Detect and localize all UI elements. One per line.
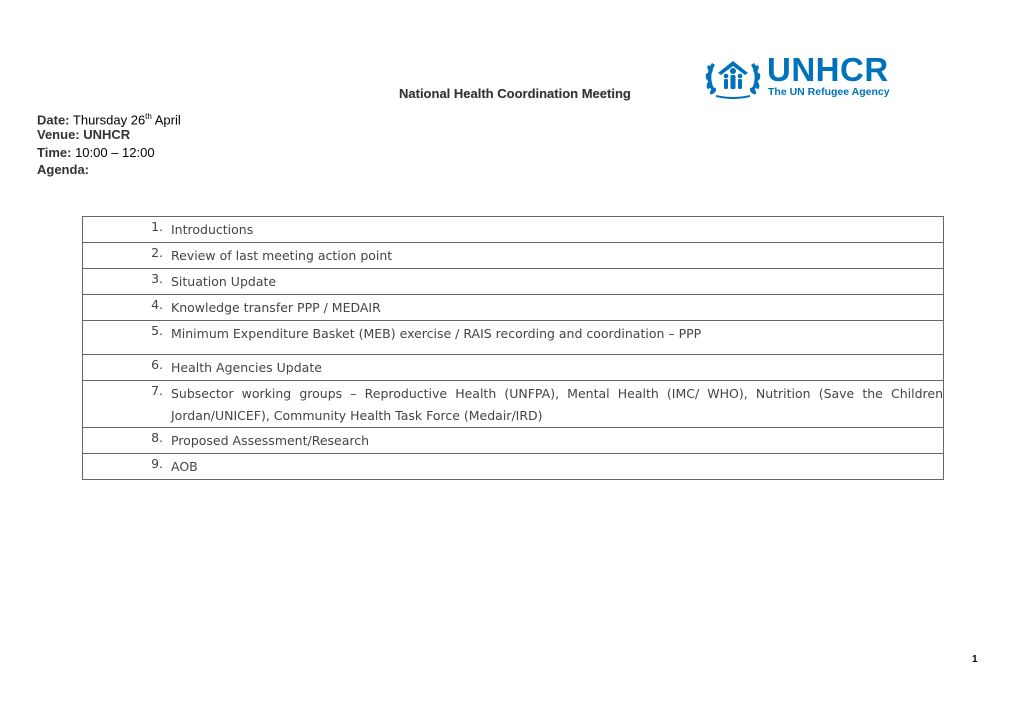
venue-label: Venue: xyxy=(37,127,80,142)
table-row xyxy=(83,295,944,321)
agenda-number: 7. xyxy=(151,383,163,398)
agenda-number: 1. xyxy=(151,219,163,234)
table-row xyxy=(83,355,944,381)
agenda-number: 3. xyxy=(151,271,163,286)
agenda-item: AOB xyxy=(171,459,198,474)
venue-value: UNHCR xyxy=(83,127,131,142)
time-label: Time: xyxy=(37,145,72,160)
logo-tagline: The UN Refugee Agency xyxy=(768,86,890,98)
agenda-item: Review of last meeting action point xyxy=(171,248,393,263)
time-line xyxy=(37,144,155,162)
unhcr-logo xyxy=(704,51,910,99)
table-row xyxy=(83,243,944,269)
document-title: National Health Coordination Meeting xyxy=(399,86,631,101)
agenda-item: Proposed Assessment/Research xyxy=(171,433,370,448)
agenda-item: Knowledge transfer PPP / MEDAIR xyxy=(171,300,381,315)
table-row xyxy=(83,269,944,295)
time-value: 10:00 – 12:00 xyxy=(75,145,155,160)
agenda-number: 5. xyxy=(151,323,163,338)
unhcr-emblem-icon xyxy=(704,57,762,99)
agenda-number: 2. xyxy=(151,245,163,260)
agenda-item: Situation Update xyxy=(171,274,277,289)
agenda-item: Minimum Expenditure Basket (MEB) exercise / RAIS recording and coordination – PPP xyxy=(171,326,702,341)
agenda-item: Subsector working groups – Reproductive Health (UNFPA), Mental Health (IMC/ WHO), Nutrition (Save the Children Jordan/UNICEF), Community Health Task Force (Medair/IRD) xyxy=(171,386,943,423)
agenda-number: 4. xyxy=(151,297,163,312)
agenda-number: 9. xyxy=(151,456,163,471)
table-row xyxy=(83,217,944,243)
agenda-heading xyxy=(37,161,89,179)
agenda-item: Introductions xyxy=(171,222,254,237)
agenda-table xyxy=(82,216,944,480)
venue-line xyxy=(37,126,130,144)
date-value: Thursday 26 xyxy=(72,112,146,128)
table-row xyxy=(83,321,944,355)
logo-wordmark: UNHCR xyxy=(767,51,889,88)
table-row xyxy=(83,381,944,428)
agenda-item: Health Agencies Update xyxy=(171,360,322,375)
table-row xyxy=(83,428,944,454)
page-number: 1 xyxy=(972,654,978,665)
date-label: Date: xyxy=(37,112,70,128)
agenda-number: 8. xyxy=(151,430,163,445)
agenda-label: Agenda: xyxy=(37,162,89,177)
date-suffix: th xyxy=(145,112,152,121)
table-row xyxy=(83,454,944,480)
agenda-number: 6. xyxy=(151,357,163,372)
date-month: April xyxy=(154,112,181,128)
